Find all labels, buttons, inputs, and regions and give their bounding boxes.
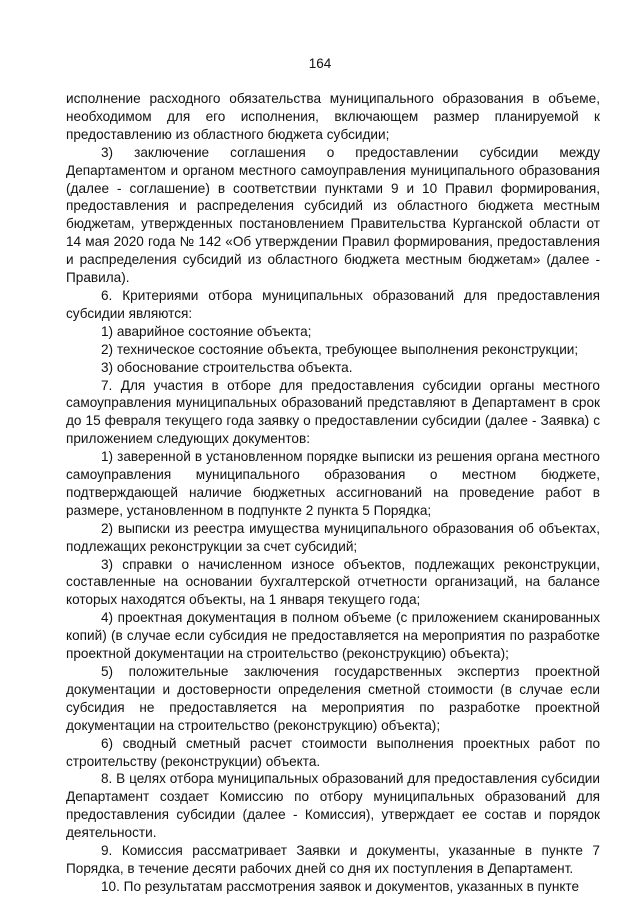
paragraph: 1) заверенной в установленном порядке выписки из решения органа местного самоуправления муниципального образования о местном бюджете, подтверждающей наличие бюджетных ассигнований на проведение работ в размере, установленном в подпункте 2 пункта 5 Порядка; bbox=[66, 449, 600, 518]
paragraph: 6. Критериями отбора муниципальных образований для предоставления субсидии являются: bbox=[66, 287, 600, 321]
paragraph: 1) аварийное состояние объекта; bbox=[101, 323, 312, 339]
paragraph: 6) сводный сметный расчет стоимости выполнения проектных работ по строительству (реконструкции) объекта. bbox=[66, 735, 600, 769]
paragraph: 2) выписки из реестра имущества муниципального образования об объектах, подлежащих реконструкции за счет субсидий; bbox=[66, 520, 600, 554]
page-number: 164 bbox=[308, 56, 332, 71]
paragraph: 7. Для участия в отборе для предоставления субсидии органы местного самоуправления муниципальных образований представляют в Департамент в срок до 15 февраля текущего года заявку о предоставлении субсидии (далее - Заявка) с приложением следующих документов: bbox=[66, 377, 600, 447]
paragraph: исполнение расходного обязательства муниципального образования в объеме, необходимом для его исполнения, включающем размер планируемой к предоставлению из областного бюджета субсидии; bbox=[66, 91, 600, 142]
paragraph: 10. По результатам рассмотрения заявок и документов, указанных в пункте bbox=[101, 878, 580, 894]
paragraph: 4) проектная документация в полном объеме (с приложением сканированных копий) (в случае если субсидия не предоставляется на мероприятия по разработке проектной документации на строительство (реконструкцию) объекта); bbox=[66, 610, 600, 662]
paragraph: 5) положительные заключения государственных экспертиз проектной документации и достоверности определения сметной стоимости (в случае если субсидия не предоставляется на мероприятия по разработке проектной документации на строительство (реконструкцию) объекта); bbox=[66, 664, 600, 733]
document-body bbox=[66, 90, 600, 896]
paragraph: 8. В целях отбора муниципальных образований для предоставления субсидии Департамент создает Комиссию по отбору муниципальных образований для предоставления субсидии (далее - Комиссия), утверждает ее состав и порядок деятельности. bbox=[66, 771, 600, 841]
paragraph: 9. Комиссия рассматривает Заявки и документы, указанные в пункте 7 Порядка, в течение десяти рабочих дней со дня их поступления в Департамент. bbox=[66, 843, 600, 876]
paragraph: 3) заключение соглашения о предоставлении субсидии между Департаментом и органом местного самоуправления муниципального образования (далее - соглашение) в соответствии пунктами 9 и 10 Правил формирования, предоставления и распределения субсидий из областного бюджета местным бюджетам, утвержденных постановлением Правительства Курганской области от 14 мая 2020 года № 142 «Об утверждении Правил формирования, предоставления и распределения субсидий из областного бюджета местным бюджетам» (далее - Правила). bbox=[66, 144, 600, 286]
paragraph: 2) техническое состояние объекта, требующее выполнения реконструкции; bbox=[101, 341, 579, 357]
paragraph: 3) справки о начисленном износе объектов, подлежащих реконструкции, составленные на основании бухгалтерской отчетности организаций, на балансе которых находятся объекты, на 1 января текущего года; bbox=[66, 556, 600, 608]
paragraph: 3) обоснование строительства объекта. bbox=[101, 359, 353, 375]
